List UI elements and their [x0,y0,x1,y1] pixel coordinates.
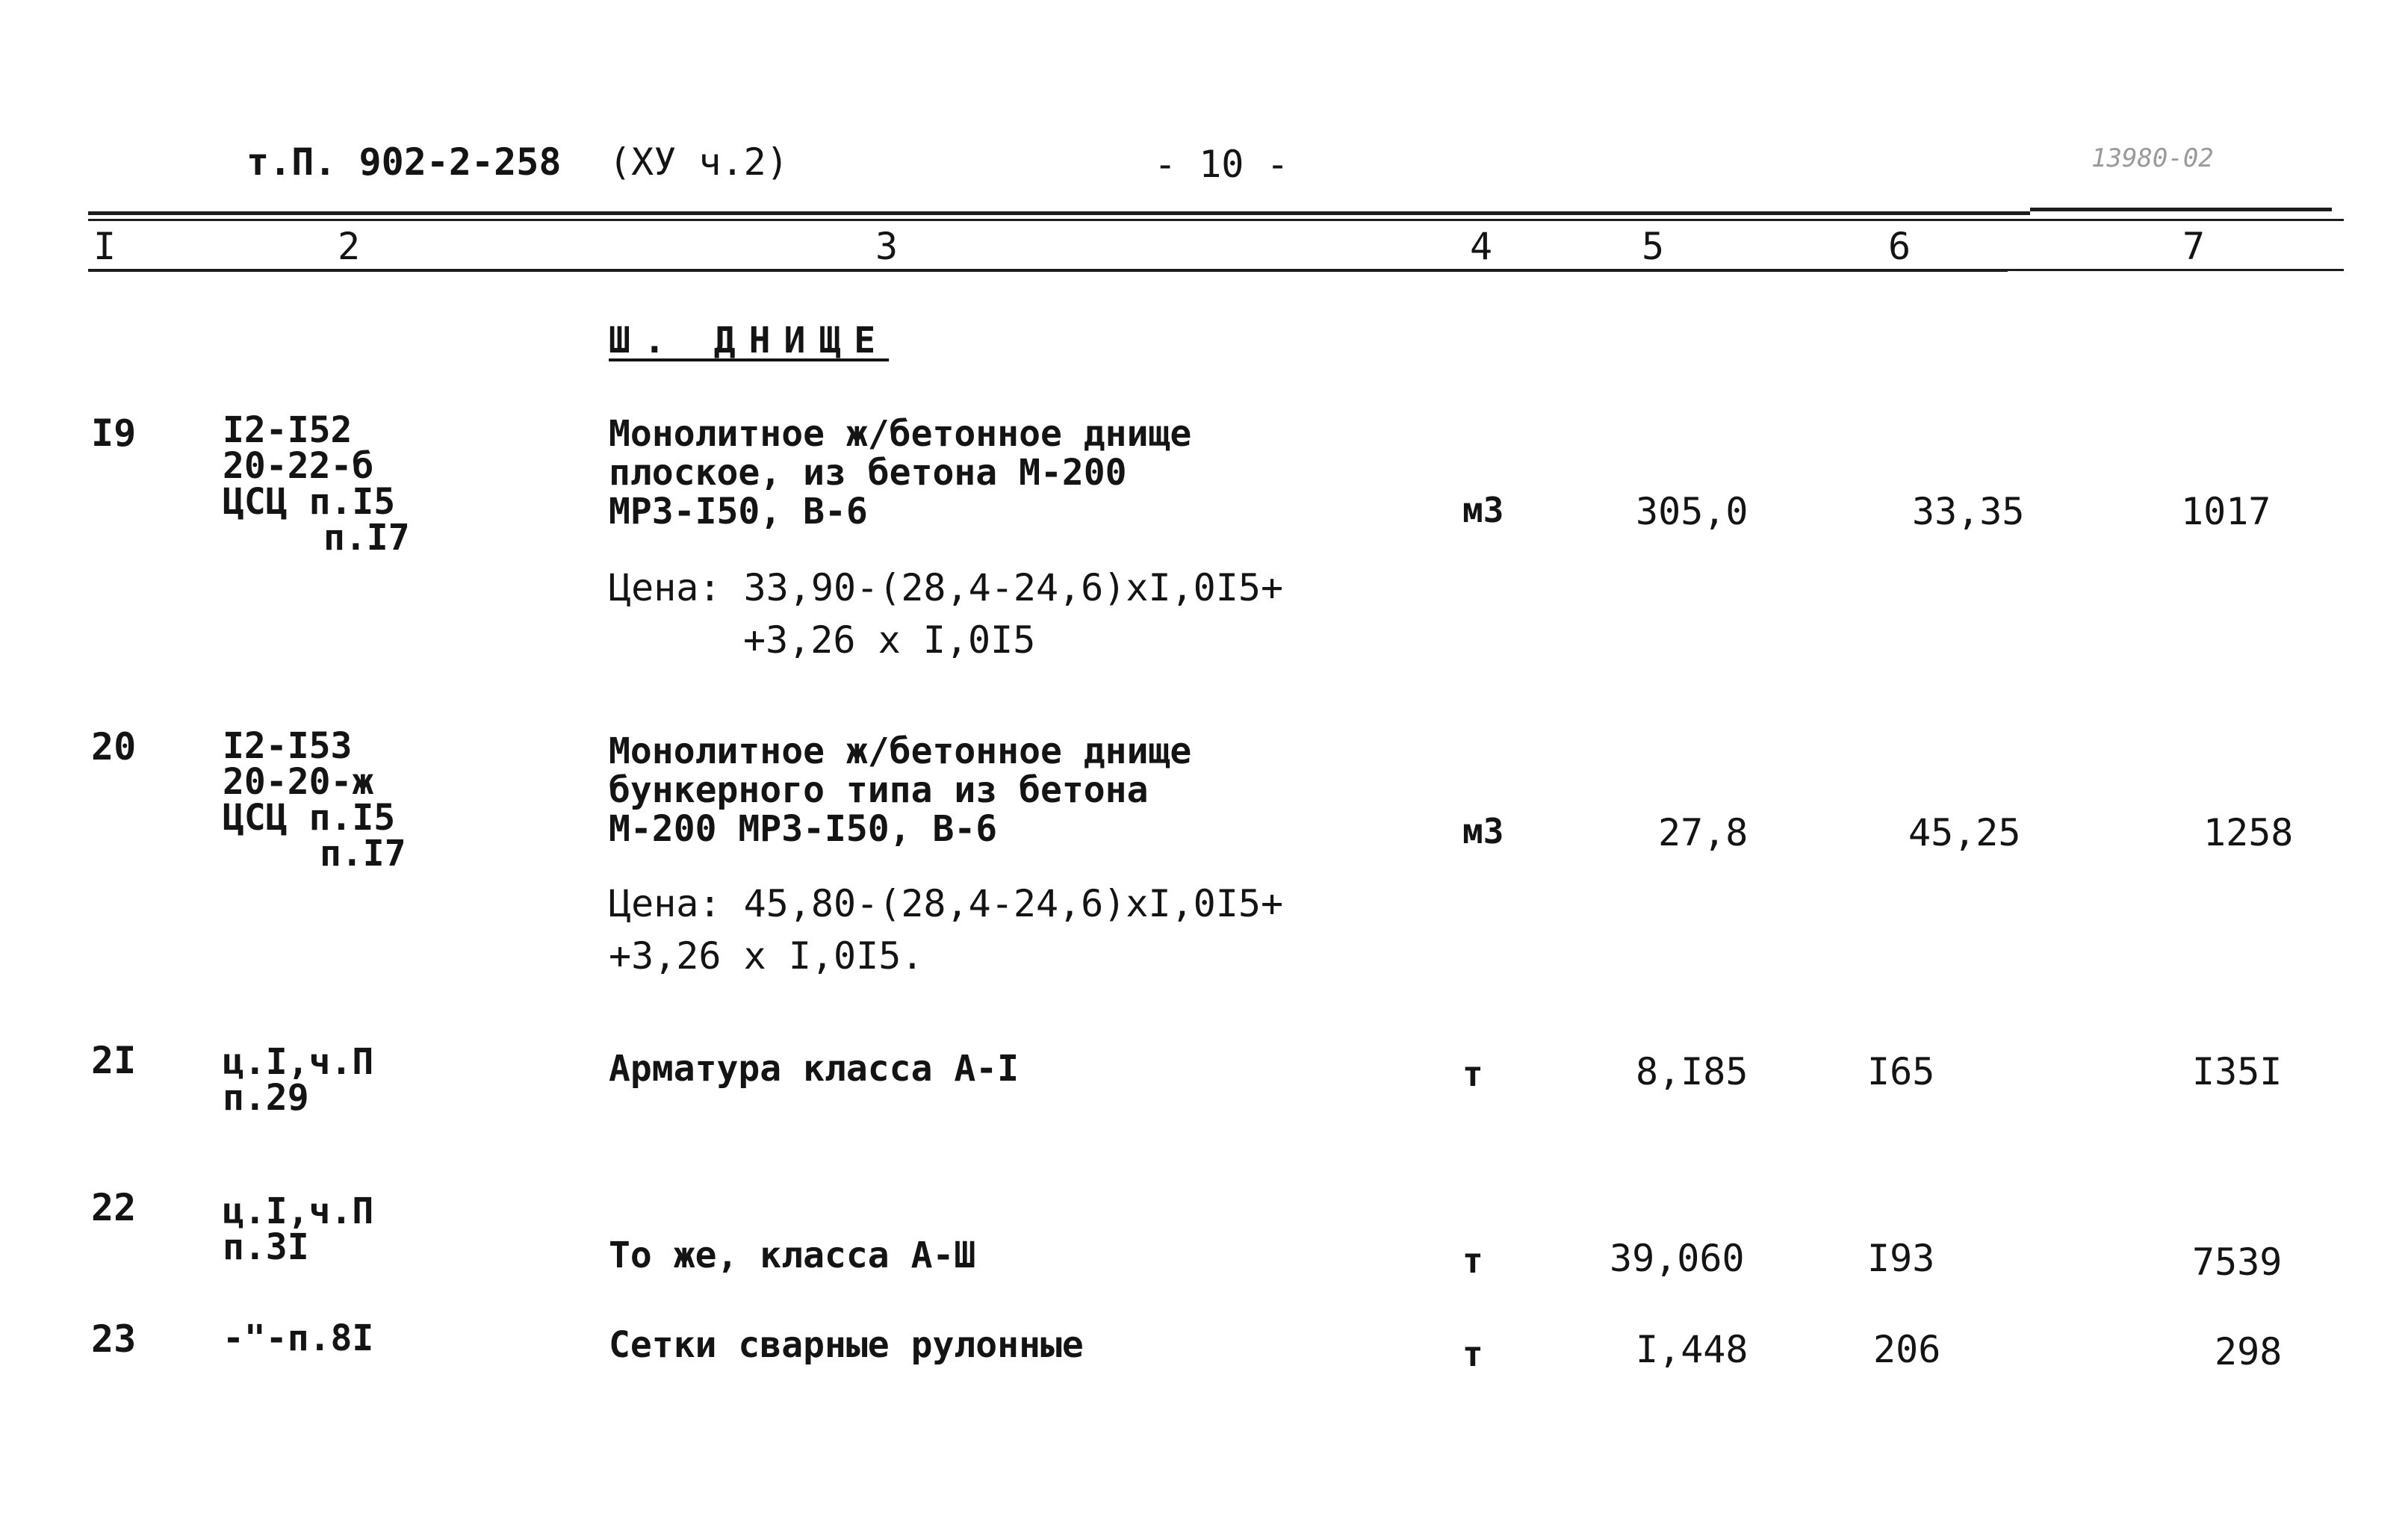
header-top-rule [88,211,2030,215]
total-cost: 1017 [2181,490,2271,533]
norm-code: -"-п.8I [223,1317,374,1359]
norm-code-line: 20-20-ж [223,761,374,803]
row-number: 2I [91,1039,137,1082]
unit-price: 33,35 [1912,490,2025,533]
norm-code-line: ц.I,ч.П [223,1041,374,1083]
description-line: бункерного типа из бетона [609,769,1149,811]
norm-code-line: ц.I,ч.П [223,1190,374,1232]
item-description: Сетки сварные рулонные [609,1324,1084,1366]
item-description [609,414,1191,531]
unit: т [1462,1054,1483,1094]
quantity: 305,0 [1636,490,1748,533]
norm-code-line: I2-I53 [223,725,353,767]
row-number: I9 [91,412,137,455]
description-line: МРЗ-I50, В-6 [609,491,868,532]
total-cost: I35I [2192,1050,2283,1093]
norm-code [223,1041,374,1119]
formula-line: +3,26 х I,0I5. [609,934,924,978]
row-number: 23 [91,1317,137,1361]
column-number-7: 7 [2182,225,2206,268]
norm-code-line: п.I7 [320,833,406,875]
column-number-1: I [93,225,117,268]
norm-code [223,725,406,875]
description-line: Монолитное ж/бетонное днище [609,413,1192,455]
column-header-rule [88,269,2008,272]
norm-code [223,409,410,559]
unit: м3 [1462,811,1504,851]
unit: м3 [1462,490,1504,530]
norm-code-line: I2-I52 [223,409,353,451]
norm-code-line: п.3I [223,1226,309,1268]
unit-price: 206 [1873,1328,1941,1371]
item-description: То же, класса А-Ш [609,1235,976,1276]
norm-code-line: п.I7 [323,517,410,559]
total-cost: 7539 [2192,1240,2283,1284]
price-formula [609,562,1283,666]
column-number-2: 2 [338,225,361,268]
row-number: 22 [91,1186,137,1229]
quantity: 39,060 [1610,1237,1745,1280]
column-number-4: 4 [1470,225,1493,268]
section-title: Ш. ДНИЩЕ [609,320,890,361]
quantity: 8,I85 [1636,1050,1748,1093]
total-cost: 1258 [2203,811,2294,854]
column-number-5: 5 [1642,225,1665,268]
document-reference: т.П. 902-2-258 [246,140,562,184]
formula-line: Цена: 45,80-(28,4-24,6)хI,0I5+ [609,882,1284,925]
price-formula [609,878,1283,982]
unit-price: I65 [1867,1050,1935,1093]
norm-code-line: п.29 [223,1077,309,1119]
description-line: плоское, из бетона М-200 [609,452,1127,494]
quantity: I,448 [1636,1328,1748,1371]
header-second-rule [88,219,2344,221]
header-top-rule-right [2030,208,2332,211]
norm-code-line: ЦСЦ п.I5 [223,481,396,523]
formula-line: +3,26 х I,0I5 [743,618,1036,662]
norm-code-line: 20-22-б [223,445,374,487]
item-description: Арматура класса А-I [609,1048,1020,1090]
norm-code-line: ЦСЦ п.I5 [223,797,396,839]
description-line: Монолитное ж/бетонное днище [609,730,1192,772]
quantity: 27,8 [1658,811,1748,854]
formula-line: Цена: 33,90-(28,4-24,6)хI,0I5+ [609,566,1284,609]
description-line: М-200 МРЗ-I50, В-6 [609,808,998,850]
column-number-6: 6 [1888,225,1911,268]
document-part: (ХУ ч.2) [609,140,789,184]
unit-price: I93 [1867,1237,1935,1280]
row-number: 20 [91,725,137,768]
item-description [609,732,1191,848]
unit-price: 45,25 [1908,811,2021,854]
unit: т [1462,1334,1483,1374]
archive-stamp: 13980-02 [2091,143,2214,173]
page-number: - 10 - [1154,143,1289,186]
norm-code [223,1190,374,1268]
unit: т [1462,1240,1483,1281]
total-cost: 298 [2215,1330,2283,1373]
column-header-rule-right [2008,269,2344,271]
column-number-3: 3 [875,225,899,268]
